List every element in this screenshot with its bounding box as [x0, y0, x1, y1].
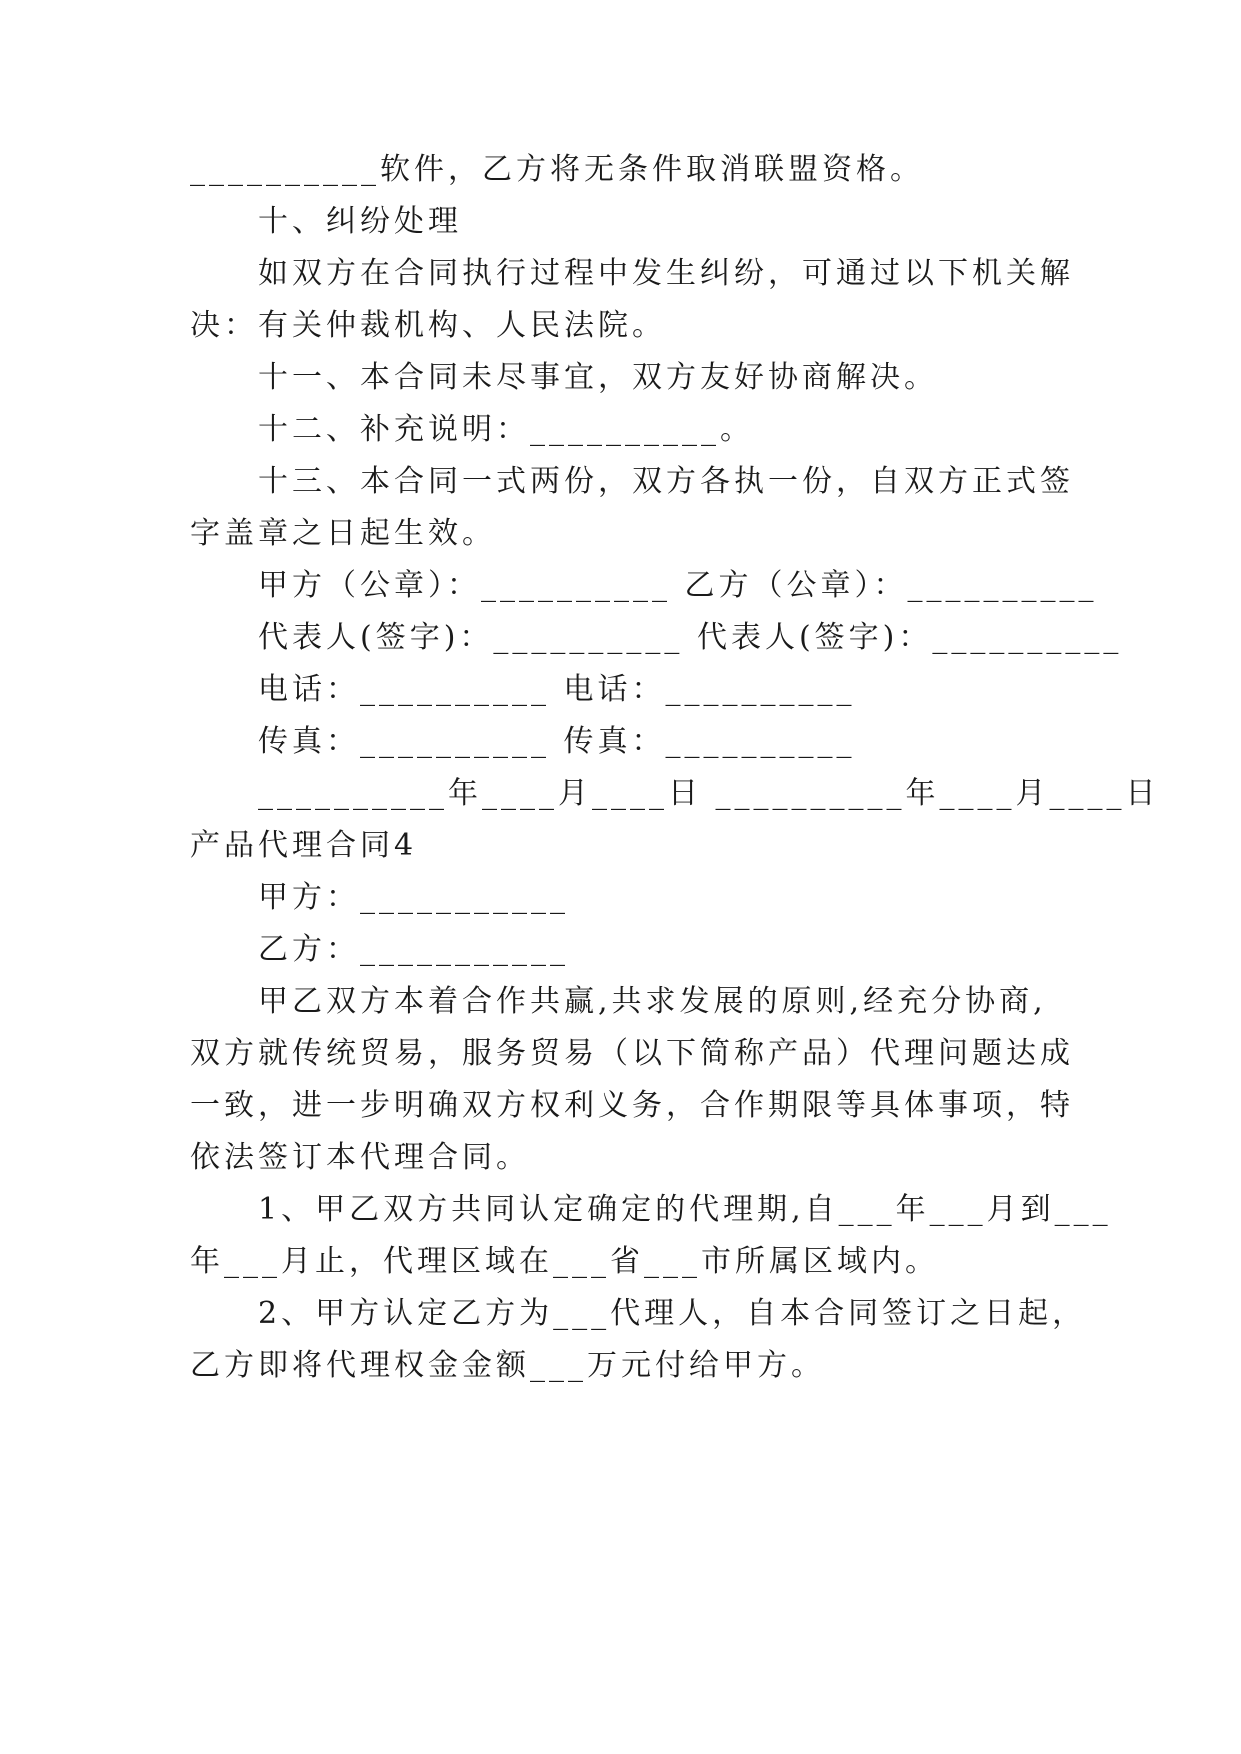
text-line: 年___月止，代理区域在___省___市所属区域内。 [190, 1244, 939, 1279]
text-line: 2、甲方认定乙方为___代理人，自本合同签订之日起， [258, 1296, 1087, 1331]
signature-line: 电话：__________ 电话：__________ [258, 672, 856, 707]
text-line: 十二、补充说明：__________。 [258, 412, 754, 447]
text-line: __________软件，乙方将无条件取消联盟资格。 [190, 152, 924, 187]
text-line: 如双方在合同执行过程中发生纠纷，可通过以下机关解 [258, 256, 1074, 291]
text-line: 决：有关仲裁机构、人民法院。 [190, 308, 666, 343]
text-line: 乙方即将代理权金金额___万元付给甲方。 [190, 1348, 825, 1383]
text-line: 一致，进一步明确双方权利义务，合作期限等具体事项，特 [190, 1088, 1074, 1123]
signature-line: 代表人(签字)：__________ 代表人(签字)：__________ [258, 620, 1123, 655]
party-line: 乙方：___________ [258, 932, 569, 967]
party-line: 甲方：___________ [258, 880, 569, 915]
text-line: 十一、本合同未尽事宜，双方友好协商解决。 [258, 360, 938, 395]
text-line: 双方就传统贸易，服务贸易（以下简称产品）代理问题达成 [190, 1036, 1074, 1071]
text-line: 字盖章之日起生效。 [190, 516, 496, 551]
signature-line: 传真：__________ 传真：__________ [258, 724, 856, 759]
date-line: __________年____月____日 __________年____月____日 [258, 776, 1160, 811]
text-line: 甲乙双方本着合作共赢,共求发展的原则,经充分协商, [258, 984, 1047, 1019]
document-title: 产品代理合同4 [190, 828, 418, 863]
text-line: 依法签订本代理合同。 [190, 1140, 530, 1175]
signature-line: 甲方（公章）：__________ 乙方（公章）：__________ [258, 568, 1098, 603]
text-line: 1、甲乙双方共同认定确定的代理期,自___年___月到___ [258, 1192, 1112, 1227]
section-heading: 十、纠纷处理 [258, 204, 462, 239]
text-line: 十三、本合同一式两份，双方各执一份，自双方正式签 [258, 464, 1074, 499]
